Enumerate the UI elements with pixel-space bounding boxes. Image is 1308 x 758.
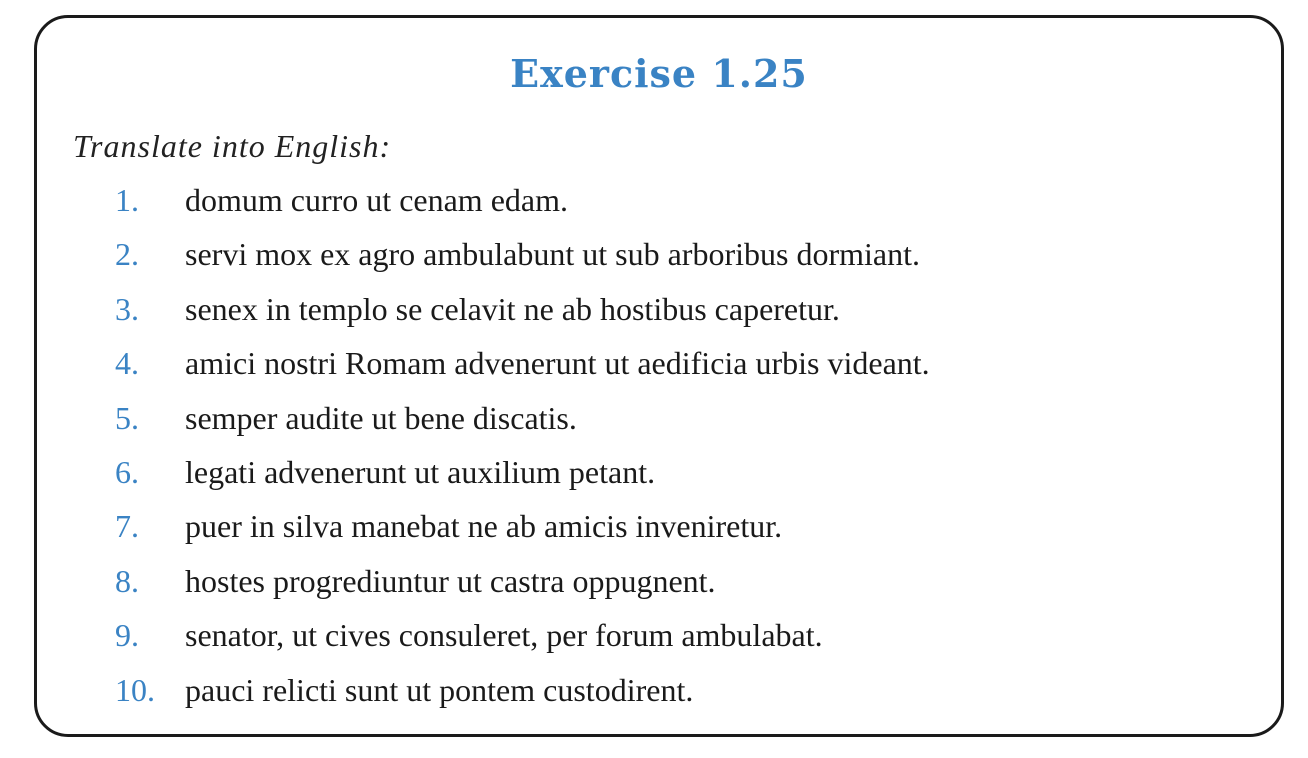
exercise-box (34, 15, 1284, 737)
item-text: legati advenerunt ut auxilium petant. (185, 453, 656, 490)
exercise-item-10 (37, 666, 1237, 720)
item-number: 10. (115, 671, 155, 708)
item-number: 4. (115, 345, 139, 382)
item-number: 5. (115, 399, 139, 436)
exercise-item-6 (37, 448, 1237, 502)
exercise-item-2 (37, 230, 1237, 284)
item-text: servi mox ex agro ambulabunt ut sub arboribus dormiant. (185, 236, 920, 273)
item-number: 8. (115, 562, 139, 599)
item-text: pauci relicti sunt ut pontem custodirent. (185, 671, 694, 708)
exercise-instruction: Translate into English: (73, 128, 392, 164)
item-text: senator, ut cives consuleret, per forum ambulabat. (185, 617, 823, 654)
exercise-item-7 (37, 502, 1237, 556)
item-number: 3. (115, 290, 139, 327)
item-text: senex in templo se celavit ne ab hostibus caperetur. (185, 290, 840, 327)
exercise-title: Exercise 1.25 (510, 51, 808, 96)
item-text: semper audite ut bene discatis. (185, 399, 577, 436)
item-text: amici nostri Romam advenerunt ut aedificia urbis videant. (185, 345, 930, 382)
exercise-item-3 (37, 285, 1237, 339)
exercise-item-8 (37, 557, 1237, 611)
item-number: 1. (115, 182, 139, 218)
item-number: 7. (115, 508, 139, 545)
item-number: 9. (115, 617, 139, 654)
exercise-item-5 (37, 394, 1237, 448)
item-number: 6. (115, 453, 139, 490)
exercise-item-4 (37, 339, 1237, 393)
exercise-list (37, 176, 1237, 720)
item-text: domum curro ut cenam edam. (185, 182, 568, 218)
exercise-item-1 (37, 176, 1237, 230)
item-text: puer in silva manebat ne ab amicis inveniretur. (185, 508, 783, 545)
item-text: hostes progrediuntur ut castra oppugnent. (185, 562, 716, 599)
exercise-item-9 (37, 611, 1237, 665)
item-number: 2. (115, 236, 139, 273)
